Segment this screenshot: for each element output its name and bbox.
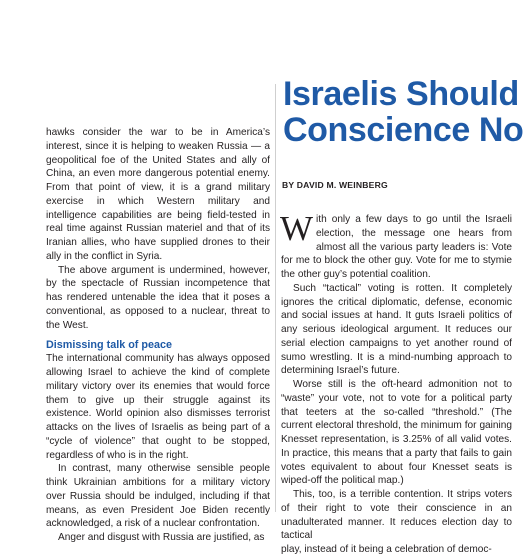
left-column (46, 0, 270, 545)
article-paragraph-4-continued: play, instead of it being a celebration of democ- (281, 544, 492, 555)
drop-cap: W (280, 209, 314, 248)
byline: BY DAVID M. WEINBERG (282, 180, 388, 190)
article-paragraph-4: This, too, is a terrible contention. It strips voters of their right to vote their conscience in an unadulterated manner. It reduces election day to tactical (281, 489, 512, 542)
column-divider (275, 84, 276, 512)
left-paragraph-5: Anger and disgust with Russia are justified, as (58, 532, 265, 543)
article-paragraph-1-text: ith only a few days to go until the Israeli election, the message one hears from almost all the various party leaders is: Vote for me to block the other guy. Vote for me to stymie the other guy’s potential coalition. (281, 214, 512, 280)
headline-line-1: Israelis Should (283, 75, 519, 113)
article-paragraph-2: Such “tactical” voting is rotten. It completely ignores the critical diplomatic, defense, economic and social issues at hand. It guts Israeli politics of any serious ideological argument. It reduces our serial election campaigns to yet another round of sumo wrestling. It is a mind-numbing approach to determining Israel’s future. (281, 282, 512, 377)
article-paragraph-3: Worse still is the oft-heard admonition not to “waste” your vote, not to vote for a political party that teeters at the so-called “threshold.” (The current electoral threshold, the minimum for gaining Knesset representation, is 3.25% of all valid votes. In practice, this means that a party that fails to gain votes equivalent to about four Knesset seats is wiped-off the political map.) (281, 379, 512, 487)
left-paragraph-4: In contrast, many otherwise sensible people think Ukrainian ambitions for a military victory over Russia should be indulged, including if that means, as even President Joe Biden recently acknowledged, a risk of a nuclear confrontation. (46, 463, 270, 530)
subheading: Dismissing talk of peace (46, 339, 173, 352)
headline-line-2: Conscience No (283, 111, 523, 149)
article-body (280, 0, 512, 555)
left-paragraph-2: The above argument is undermined, however, by the spectacle of Russian incompetence that has rendered untenable the idea that it poses a conventional, as opposed to a nuclear, threat to the West. (46, 264, 270, 331)
left-paragraph-1: hawks consider the war to be in America’s interest, since it is helping to weaken Russia — a geopolitical foe of the United States and ally of China, an even more dangerous potential enemy. From that point of view, it is a grand military exercise in which Western military and intelligence capabilities are being field-tested in real time against Russian materiel and that of its Iranian allies, who have supplied drones to their ally in the conflict in Syria. (46, 127, 270, 262)
article-paragraph-1 (280, 209, 512, 282)
left-paragraph-3: The international community has always opposed allowing Israel to achieve the kind of complete military victory over its enemies that would force them to give up their struggle against its existence. World opinion also dismisses terrorist attacks on the lives of Israelis as being part of a “cycle of violence” that ought to be stopped, regardless of who is in the right. (46, 353, 270, 461)
